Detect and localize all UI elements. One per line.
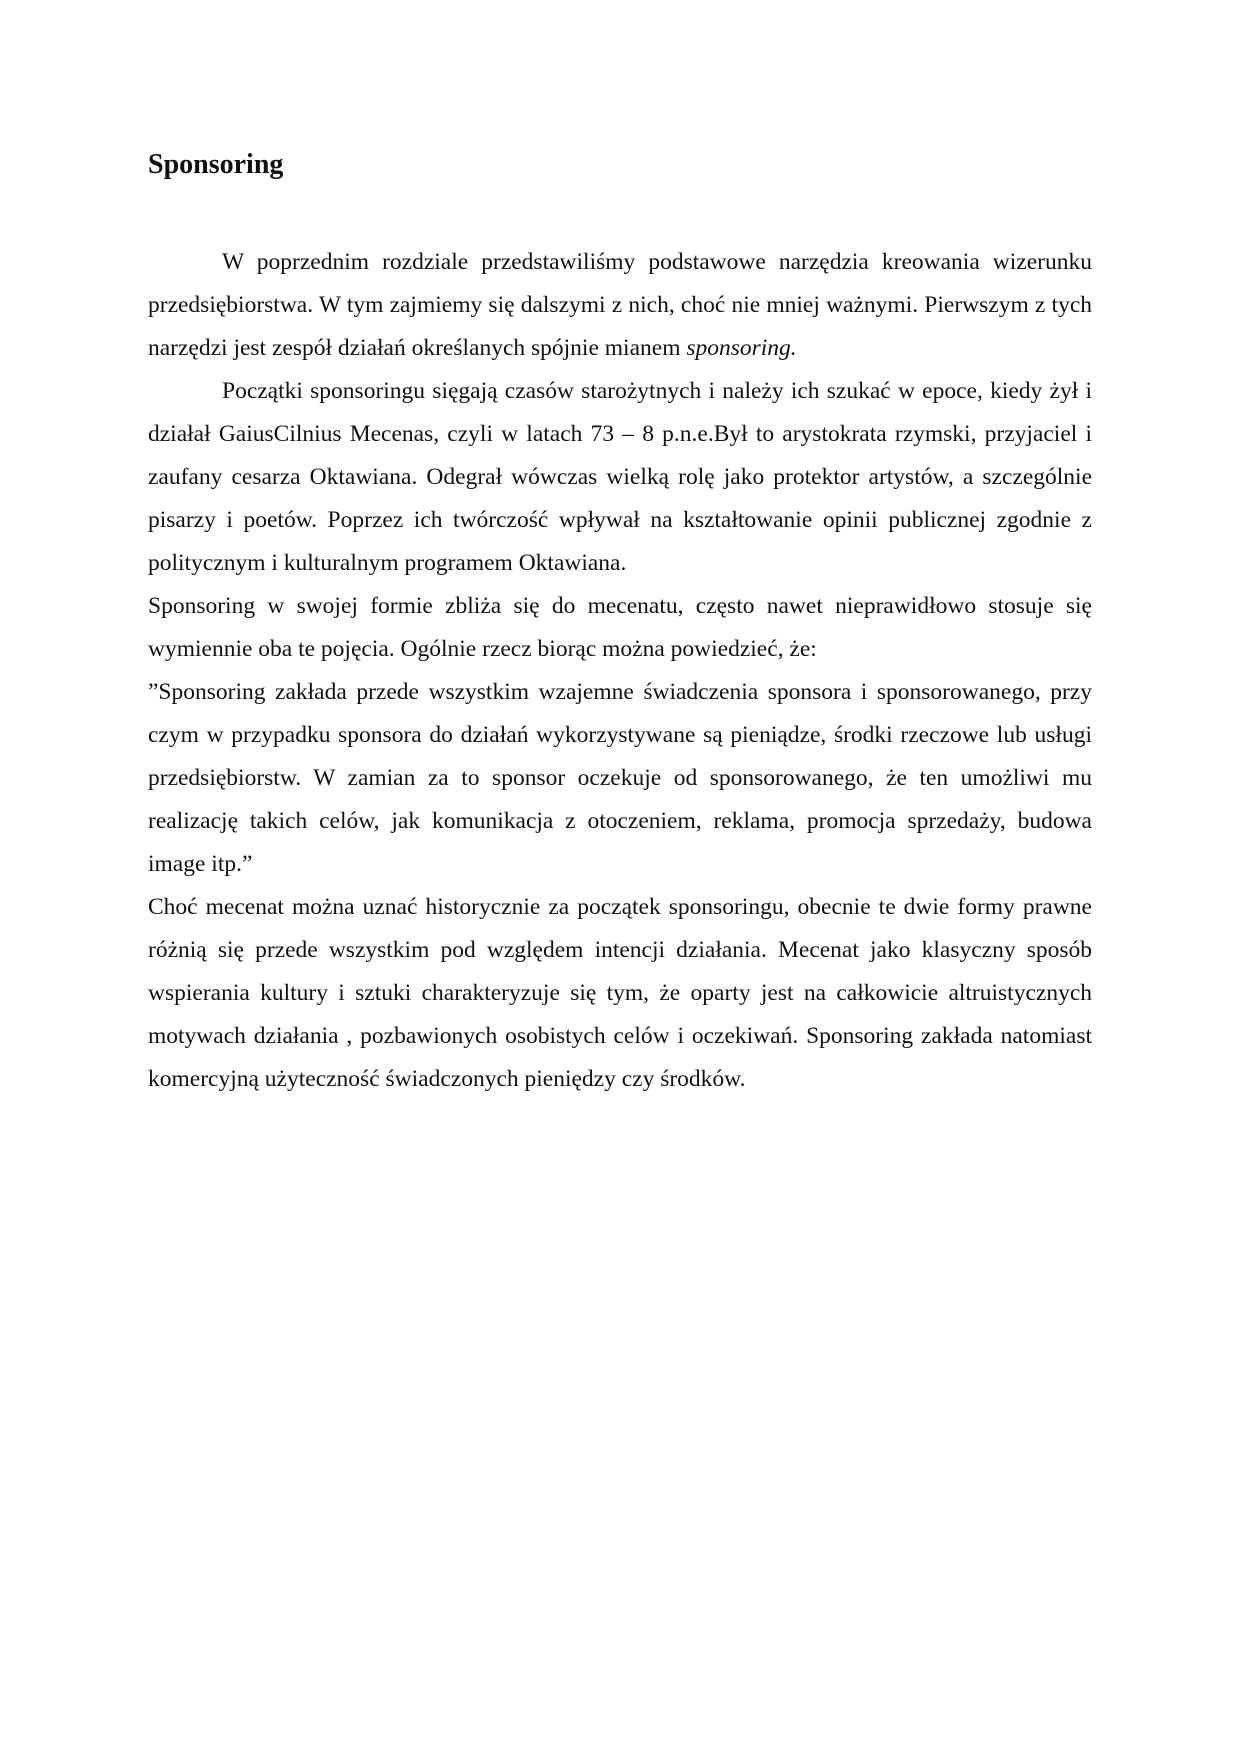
paragraph-comparison: Choć mecenat można uznać historycznie za początek sponsoringu, obecnie te dwie formy prawne różnią się przede wszystkim pod względem intencji działania. Mecenat jako klasyczny sposób wspierania kultury i sztuki charakteryzuje się tym, że oparty jest na całkowicie altruistycznych motywach działania , pozbawionych osobistych celów i oczekiwań. Sponsoring zakłada natomiast komercyjną użyteczność świadczonych pieniędzy czy środków. (148, 894, 1092, 1092)
document-body (148, 241, 1092, 1101)
paragraph-definition-intro: Sponsoring w swojej formie zbliża się do mecenatu, często nawet nieprawidłowo stosuje się wymiennie oba te pojęcia. Ogólnie rzecz biorąc można powiedzieć, że: (148, 593, 1092, 662)
paragraph-intro (148, 241, 1092, 370)
paragraph-history: Początki sponsoringu sięgają czasów starożytnych i należy ich szukać w epoce, kiedy żył i działał GaiusCilnius Mecenas, czyli w latach 73 – 8 p.n.e.Był to arystokrata rzymski, przyjaciel i zaufany cesarza Oktawiana. Odegrał wówczas wielką rolę jako protektor artystów, a szczególnie pisarzy i poetów. Poprzez ich twórczość wpływał na kształtowanie opinii publicznej zgodnie z politycznym i kulturalnym programem Oktawiana. (148, 378, 1092, 576)
paragraph-quote: ”Sponsoring zakłada przede wszystkim wzajemne świadczenia sponsora i sponsorowanego, przy czym w przypadku sponsora do działań wykorzystywane są pieniądze, środki rzeczowe lub usługi przedsiębiorstw. W zamian za to sponsor oczekuje od sponsorowanego, że ten umożliwi mu realizację takich celów, jak komunikacja z otoczeniem, reklama, promocja sprzedaży, budowa image itp.” (148, 679, 1092, 877)
paragraph-intro-text: W poprzednim rozdziale przedstawiliśmy podstawowe narzędzia kreowania wizerunku przedsiębiorstwa. W tym zajmiemy się dalszymi z nich, choć nie mniej ważnymi. Pierwszym z tych narzędzi jest zespół działań określanych spójnie mianem (148, 249, 1092, 361)
sponsoring-term: sponsoring. (686, 335, 797, 361)
document-title: Sponsoring (148, 149, 284, 180)
